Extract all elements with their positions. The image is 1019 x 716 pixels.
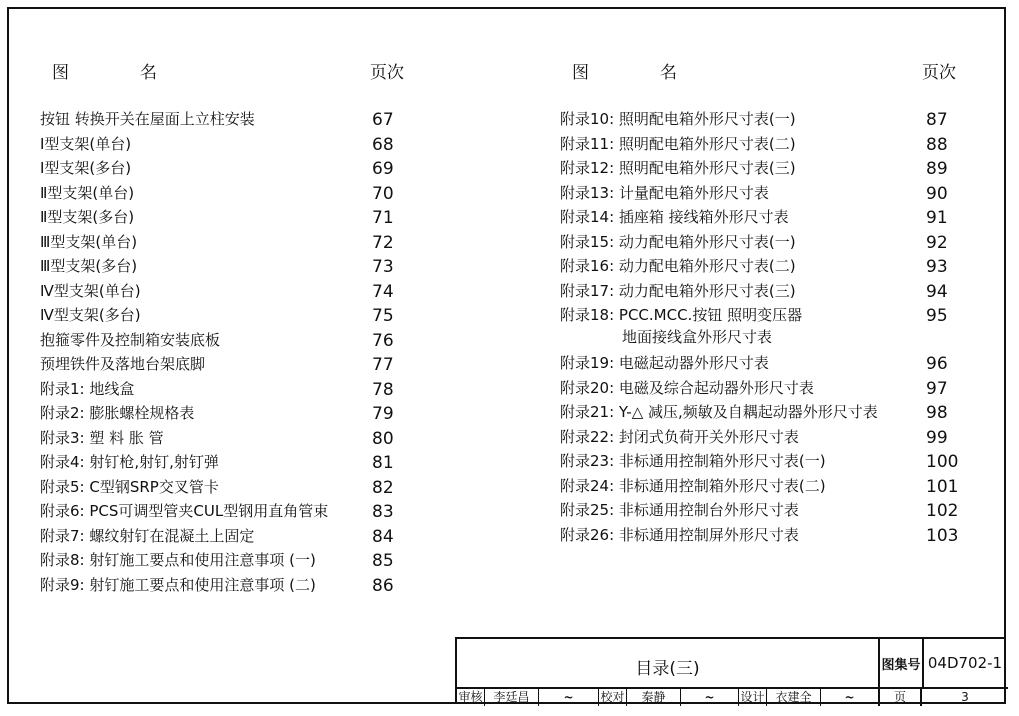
toc-row: [40, 230, 410, 255]
toc-row: [560, 107, 980, 132]
toc-row-page: 103: [926, 525, 959, 546]
toc-row-title: 按钮 转换开关在屋面上立柱安装: [40, 110, 255, 128]
toc-row: [40, 352, 410, 377]
toc-row: [560, 156, 980, 181]
toc-row: [40, 156, 410, 181]
toc-row: [40, 132, 410, 157]
toc-row-title: 抱箍零件及控制箱安装底板: [40, 330, 221, 349]
toc-row-title: 附录20: 电磁及综合起动器外形尺寸表: [560, 378, 814, 397]
toc-row-page: 73: [372, 257, 394, 277]
header-name-1: 图: [52, 63, 69, 83]
toc-row-page: 84: [372, 526, 394, 547]
toc-row-page: 94: [926, 281, 948, 302]
toc-row-page: 91: [926, 208, 948, 228]
toc-row-title: 附录22: 封闭式负荷开关外形尺寸表: [560, 427, 799, 446]
toc-row-page: 72: [372, 232, 394, 253]
toc-row-page: 85: [372, 551, 394, 571]
toc-row: [560, 498, 980, 523]
toc-row-page: 68: [372, 134, 394, 155]
toc-row: [40, 548, 410, 573]
toc-row-page: 97: [926, 378, 948, 399]
toc-row-page: 79: [372, 404, 394, 424]
reviewer-signature: ~: [539, 689, 599, 706]
toc-row-page: 88: [926, 134, 948, 155]
toc-row: [40, 426, 410, 451]
toc-row-title: 附录9: 射钉施工要点和使用注意事项 (二): [40, 575, 316, 594]
toc-row-page: 86: [372, 575, 394, 596]
atlas-number-label: 图集号: [880, 639, 924, 687]
toc-row: [40, 254, 410, 279]
toc-row: [560, 254, 980, 279]
toc-row-title: 附录11: 照明配电箱外形尺寸表(二): [560, 134, 796, 153]
toc-row-title: Ⅱ型支架(多台): [40, 208, 135, 226]
toc-row-title: 附录7: 螺纹射钉在混凝土上固定: [40, 526, 255, 545]
toc-row-page: 98: [926, 403, 948, 423]
toc-row: [560, 205, 980, 230]
toc-left-column: [40, 46, 410, 597]
toc-row: [560, 230, 980, 255]
toc-row: [40, 475, 410, 500]
toc-row-title-line2: 地面接线盒外形尺寸表: [622, 328, 773, 346]
toc-row-title: 附录1: 地线盒: [40, 379, 135, 398]
toc-row-title: 附录19: 电磁起动器外形尺寸表: [560, 354, 769, 372]
toc-row-title: Ⅲ型支架(单台): [40, 232, 138, 251]
toc-row-title: 附录2: 膨胀螺栓规格表: [40, 404, 195, 422]
toc-row-title: 附录16: 动力配电箱外形尺寸表(二): [560, 257, 796, 275]
toc-row: [560, 303, 980, 351]
toc-row-title: 附录15: 动力配电箱外形尺寸表(一): [560, 232, 796, 251]
toc-row: [560, 181, 980, 206]
toc-row-title: 附录3: 塑 料 胀 管: [40, 428, 164, 447]
toc-row-page: 101: [926, 476, 959, 497]
designer-signature: ~: [821, 689, 880, 706]
toc-row-page: 74: [372, 281, 394, 302]
header-page: 页次: [922, 63, 956, 83]
toc-right-column: [560, 46, 980, 547]
toc-left-list: [40, 107, 410, 597]
toc-row: [560, 351, 980, 376]
toc-row: [40, 573, 410, 598]
atlas-number: 04D702-1: [927, 654, 1003, 672]
toc-row: [40, 499, 410, 524]
toc-row-title: 附录10: 照明配电箱外形尺寸表(一): [560, 110, 796, 128]
toc-row-page: 100: [926, 452, 959, 472]
toc-row-title: 附录14: 插座箱 接线箱外形尺寸表: [560, 208, 789, 226]
toc-row: [560, 400, 980, 425]
toc-row: [40, 181, 410, 206]
toc-row-page: 87: [926, 110, 948, 130]
toc-header-right: [560, 46, 980, 86]
page-label: 页: [880, 689, 922, 706]
toc-row: [40, 450, 410, 475]
toc-row: [560, 523, 980, 548]
toc-row-title: Ⅲ型支架(多台): [40, 257, 138, 275]
header-name-1: 图: [572, 63, 589, 83]
toc-row-title: 附录5: C型钢SRP交叉管卡: [40, 477, 219, 496]
toc-row-page: 93: [926, 257, 948, 277]
toc-row-page: 80: [372, 428, 394, 449]
toc-row: [40, 328, 410, 353]
toc-row-title: 附录18: PCC.MCC.按钮 照明变压器: [560, 306, 803, 324]
toc-row: [40, 524, 410, 549]
toc-right-list: [560, 107, 980, 547]
toc-row-title: Ⅰ型支架(多台): [40, 159, 132, 177]
toc-row-page: 69: [372, 159, 394, 179]
toc-header-left: [40, 46, 410, 86]
toc-row-title: 附录6: PCS可调型管夹CUL型钢用直角管束: [40, 502, 329, 520]
toc-row: [560, 449, 980, 474]
toc-row-title: Ⅱ型支架(单台): [40, 183, 135, 202]
toc-row: [40, 377, 410, 402]
page-number: 3: [961, 690, 969, 704]
toc-row: [40, 279, 410, 304]
toc-row-page: 77: [372, 355, 394, 375]
toc-row-title: 附录17: 动力配电箱外形尺寸表(三): [560, 281, 796, 300]
toc-row-title: Ⅰ型支架(单台): [40, 134, 132, 153]
checker-name: 秦静: [627, 689, 681, 706]
toc-row-title: Ⅳ型支架(多台): [40, 306, 141, 324]
toc-row-page: 70: [372, 183, 394, 204]
toc-row-title: 预埋铁件及落地台架底脚: [40, 355, 206, 373]
toc-row: [40, 401, 410, 426]
toc-row-title: 附录24: 非标通用控制箱外形尺寸表(二): [560, 476, 826, 495]
toc-row-page: 102: [926, 501, 959, 521]
title-block: [455, 637, 1006, 704]
toc-row-page: 78: [372, 379, 394, 400]
toc-row-page: 90: [926, 183, 948, 204]
toc-row-title: 附录21: Y-△ 减压,频敏及自耦起动器外形尺寸表: [560, 403, 878, 421]
toc-row: [40, 303, 410, 328]
toc-row-title: 附录25: 非标通用控制台外形尺寸表: [560, 501, 799, 519]
toc-row-page: 82: [372, 477, 394, 498]
review-label: 审核: [457, 689, 485, 706]
toc-row: [560, 132, 980, 157]
toc-row-title: 附录4: 射钉枪,射钉,射钉弹: [40, 453, 219, 471]
reviewer-name: 李廷昌: [485, 689, 539, 706]
toc-row: [560, 376, 980, 401]
signature-row: [457, 687, 1008, 706]
toc-row-title: 附录13: 计量配电箱外形尺寸表: [560, 183, 769, 202]
toc-row: [560, 425, 980, 450]
toc-row-page: 81: [372, 453, 394, 473]
toc-row-page: 67: [372, 110, 394, 130]
toc-row-page: 75: [372, 306, 394, 326]
toc-row-title: 附录8: 射钉施工要点和使用注意事项 (一): [40, 551, 316, 569]
header-name-2: 名: [140, 63, 157, 83]
checker-signature: ~: [681, 689, 739, 706]
toc-row-page: 76: [372, 330, 394, 351]
toc-row-page: 89: [926, 159, 948, 179]
toc-row: [560, 474, 980, 499]
design-label: 设计: [739, 689, 767, 706]
check-label: 校对: [599, 689, 627, 706]
toc-row-page: 96: [926, 354, 948, 374]
toc-row-title: 附录23: 非标通用控制箱外形尺寸表(一): [560, 452, 826, 470]
toc-row: [40, 205, 410, 230]
toc-row-page: 92: [926, 232, 948, 253]
toc-row-page: 99: [926, 427, 948, 448]
toc-row: [560, 279, 980, 304]
designer-name: 衣建全: [767, 689, 821, 706]
header-name-2: 名: [660, 63, 677, 83]
header-page: 页次: [370, 63, 404, 83]
toc-row-title: 附录12: 照明配电箱外形尺寸表(三): [560, 159, 796, 177]
toc-row: [40, 107, 410, 132]
toc-row-title: Ⅳ型支架(单台): [40, 281, 141, 300]
toc-row-page: 71: [372, 208, 394, 228]
sheet-title: 目录(三): [457, 639, 880, 687]
toc-row-page: 83: [372, 502, 394, 522]
toc-row-title: 附录26: 非标通用控制屏外形尺寸表: [560, 525, 799, 544]
toc-row-page: 95: [926, 306, 948, 326]
